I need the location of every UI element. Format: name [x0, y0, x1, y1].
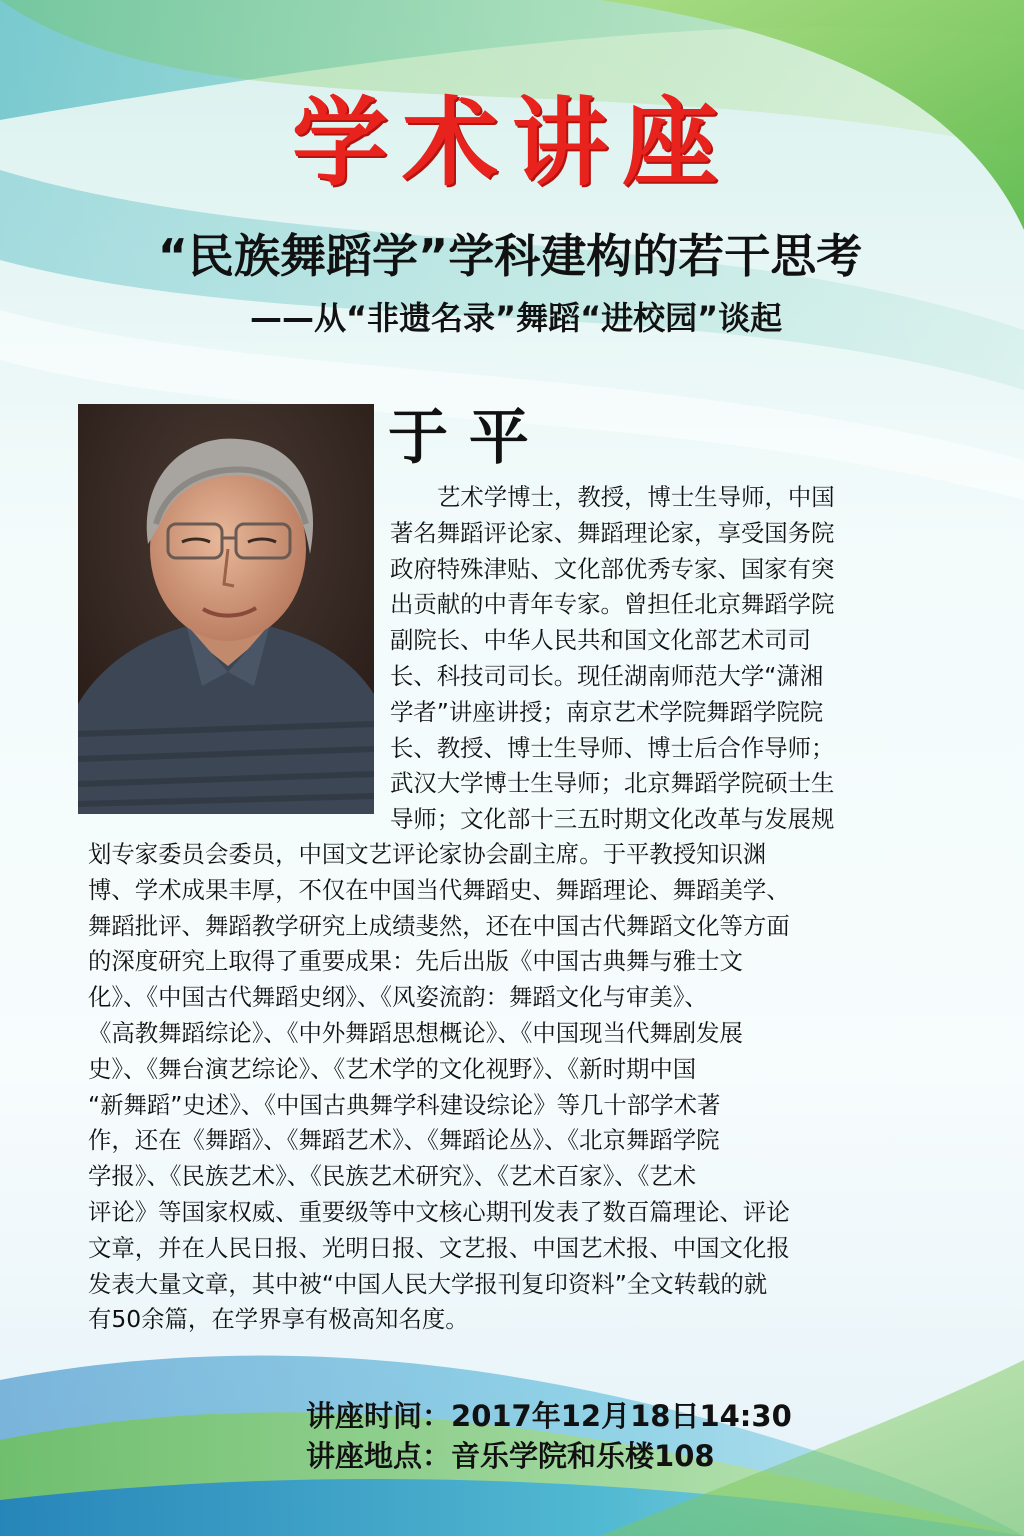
lecture-location-label: 讲座地点：	[306, 1439, 452, 1473]
bio-line: 政府特殊津贴、文化部优秀专家、国家有突	[390, 554, 835, 583]
lecture-location	[306, 1436, 946, 1476]
bio-line: “新舞蹈”史述》、《中国古典舞学科建设综论》等几十部学术著	[88, 1090, 721, 1119]
bio-line: 学者”讲座讲授；南京艺术学院舞蹈学院院	[390, 697, 824, 726]
bio-line: 博、学术成果丰厚，不仅在中国当代舞蹈史、舞蹈理论、舞蹈美学、	[88, 875, 790, 904]
lecture-time-label: 讲座时间：	[306, 1399, 452, 1433]
bio-line: 导师；文化部十三五时期文化改革与发展规	[390, 805, 835, 834]
lecture-topic: “民族舞蹈学”学科建构的若干思考	[157, 229, 863, 283]
bio-line: 副院长、中华人民共和国文化部艺术司司	[390, 626, 812, 655]
bio-line: 著名舞蹈评论家、舞蹈理论家，享受国务院	[390, 518, 835, 547]
bio-line: 史》、《舞台演艺综论》、《艺术学的文化视野》、《新时期中国	[88, 1054, 697, 1083]
lecture-subtopic: ——从“非遗名录”舞蹈“进校园”谈起	[250, 299, 783, 337]
poster-title: 学术讲座	[292, 87, 732, 199]
bio-line: 作，还在《舞蹈》、《舞蹈艺术》、《舞蹈论丛》、《北京舞蹈学院	[88, 1126, 720, 1155]
bio-line: 舞蹈批评、舞蹈教学研究上成绩斐然，还在中国古代舞蹈文化等方面	[88, 911, 790, 940]
bio-line: 学报》、《民族艺术》、《民族艺术研究》、《艺术百家》、《艺术	[88, 1162, 697, 1191]
bio-line: 有50余篇，在学界享有极高知名度。	[88, 1305, 469, 1334]
bio-line: 长、科技司司长。现任湖南师范大学“潇湘	[390, 661, 824, 690]
portrait-photo-icon	[78, 404, 374, 814]
bio-line: 武汉大学博士生导师；北京舞蹈学院硕士生	[390, 769, 835, 798]
speaker-bio-top	[390, 480, 952, 838]
bio-line: 出贡献的中青年专家。曾担任北京舞蹈学院	[390, 590, 835, 619]
bio-line: 文章，并在人民日报、光明日报、文艺报、中国艺术报、中国文化报	[88, 1233, 790, 1262]
bio-line: 发表大量文章，其中被“中国人民大学报刊复印资料”全文转载的就	[88, 1269, 768, 1298]
bio-line: 化》、《中国古代舞蹈史纲》、《风姿流韵：舞蹈文化与审美》、	[88, 983, 708, 1012]
bio-line: 《高教舞蹈综论》、《中外舞蹈思想概论》、《中国现当代舞剧发展	[88, 1018, 743, 1047]
bio-line: 评论》等国家权威、重要级等中文核心期刊发表了数百篇理论、评论	[88, 1197, 790, 1226]
lecture-location-value: 音乐学院和乐楼108	[451, 1439, 715, 1473]
speaker-bio-bottom	[88, 837, 952, 1338]
bio-line: 的深度研究上取得了重要成果：先后出版《中国古典舞与雅士文	[88, 947, 743, 976]
lecture-time-value: 2017年12月18日14:30	[451, 1399, 792, 1433]
bio-line: 长、教授、博士生导师、博士后合作导师；	[390, 733, 835, 762]
speaker-photo	[78, 404, 374, 814]
lecture-time	[306, 1396, 946, 1436]
bio-line: 艺术学博士，教授，博士生导师，中国	[437, 483, 835, 511]
speaker-name: 于 平	[388, 403, 529, 473]
bio-line: 划专家委员会委员，中国文艺评论家协会副主席。于平教授知识渊	[88, 840, 767, 868]
